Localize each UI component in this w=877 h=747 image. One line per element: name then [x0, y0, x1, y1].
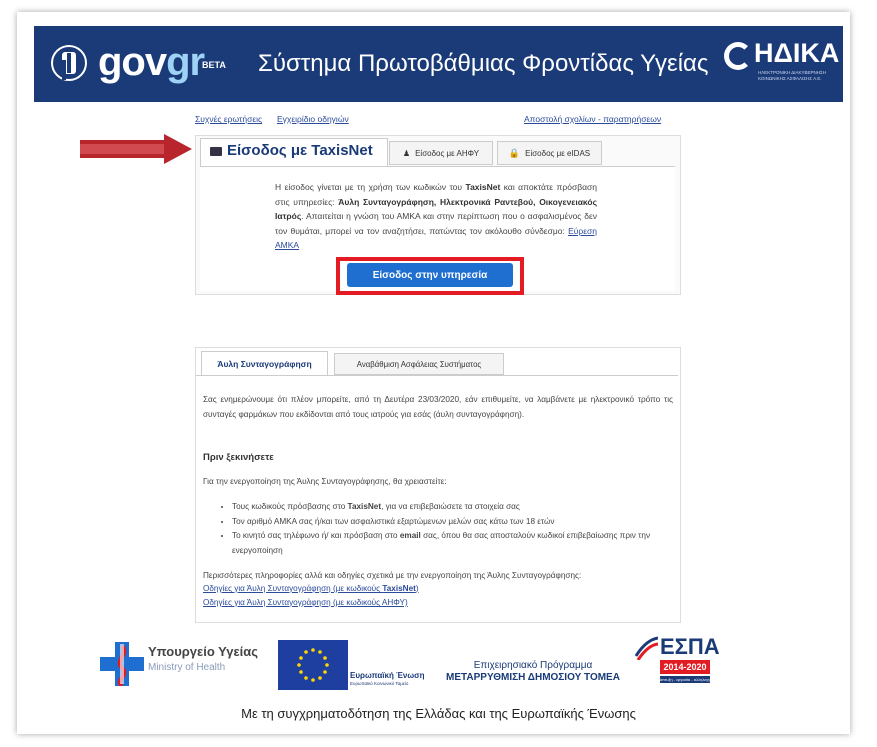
guide-taxisnet-link[interactable]: Οδηγίες για Άυλη Συνταγογράφηση (με κωδικούς TaxisNet) — [203, 584, 419, 593]
user-icon: ♟ — [402, 148, 411, 158]
eu-flag-icon — [278, 640, 348, 690]
list-item: • Τον αριθμό ΑΜΚΑ σας ή/και των ασφαλιστικά εξαρτώμενων μελών σας κάτω των 18 ετών — [232, 515, 672, 530]
tab-divider — [196, 375, 678, 376]
requirements-list — [218, 500, 672, 558]
idika-logo: ΗΔΙΚΑ ΗΛΕΚΤΡΟΝΙΚΗ ΔΙΑΚΥΒΕΡΝΗΣΗ ΚΟΙΝΩΝΙΚΗΣ ΑΣΦΑΛΙΣΗΣ Α.Ε. — [724, 38, 836, 88]
pointer-arrow-icon — [80, 134, 192, 164]
list-item: • Το κινητό σας τηλέφωνο ή/ και πρόσβαση στο email σας, όπου θα σας αποσταλούν κωδικοί επιβεβαίωσης πριν την ενεργοποίηση — [232, 529, 672, 558]
greek-emblem-icon — [51, 45, 87, 81]
govgr-logo[interactable]: govgr — [98, 40, 205, 84]
more-info-text: Περισσότερες πληροφορίες αλλά και οδηγίες σχετικά με την ενεργοποίηση της Άυλης Συνταγογράφησης: — [203, 571, 582, 580]
idika-circle-icon — [724, 42, 752, 70]
lock-icon: 🔒 — [508, 147, 521, 158]
login-description: Η είσοδος γίνεται με τη χρήση των κωδικών του TaxisNet και αποκτάτε πρόσβαση στις υπηρεσίες: Άυλη Συνταγογράφηση, Ηλεκτρονικά Ραντεβού, Οικογενειακός Ιατρός. Απαιτείται η γνώση του ΑΜΚΑ και στην περίπτωση που ο ασφαλισμένος δεν τον θυμάται, μπορεί να τον αναζητήσει, πατώντας τον ακόλουθο σύνδεσμο: Εύρεση ΑΜΚΑ — [275, 182, 597, 250]
eu-label: Ευρωπαϊκή Ένωση — [350, 671, 425, 680]
header-bar — [34, 26, 843, 102]
card-icon — [210, 147, 222, 156]
tab-eidas[interactable]: 🔒 Είσοδος με eIDAS — [497, 141, 602, 165]
find-amka-link[interactable]: Εύρεση ΑΜΚΑ — [275, 225, 597, 250]
tab-ahfy[interactable]: ♟ Είσοδος με ΑΗΦΥ — [389, 141, 493, 165]
guide-ahfy-link[interactable]: Οδηγίες για Άυλη Συνταγογράφηση (με κωδικούς ΑΗΦΥ) — [203, 598, 408, 607]
before-start-heading: Πριν ξεκινήσετε — [203, 452, 274, 463]
beta-label: BETA — [202, 60, 226, 70]
page-title: Σύστημα Πρωτοβάθμιας Φροντίδας Υγείας — [258, 50, 709, 77]
espa-logo: ΕΣΠΑ 2014-2020 ανάπτυξη - εργασία - αλληλεγγύη — [632, 632, 712, 694]
operational-program: Επιχειρησιακό Πρόγραμμα ΜΕΤΑΡΡΥΘΜΙΣΗ ΔΗΜΟΣΙΟΥ ΤΟΜΕΑ — [446, 660, 620, 683]
faq-link[interactable]: Συχνές ερωτήσεις — [195, 114, 263, 124]
feedback-link[interactable]: Αποστολή σχολίων - παρατηρήσεων — [524, 114, 662, 124]
eu-sub-label: Ευρωπαϊκό Κοινωνικό Ταμείο — [350, 681, 409, 686]
tab-security-upgrade[interactable]: Αναβάθμιση Ασφάλειας Συστήματος — [334, 353, 504, 375]
health-cross-icon — [100, 642, 144, 686]
tab-ayli[interactable]: Άυλη Συνταγογράφηση — [201, 351, 328, 375]
espa-stripes-icon — [634, 636, 658, 660]
info-intro: Σας ενημερώνουμε ότι πλέον μπορείτε, από τη Δευτέρα 23/03/2020, εάν επιθυμείτε, να λαμβάνετε με ηλεκτρονικό τρόπο τις συνταγές φαρμάκων που εκδίδονται από τους ιατρούς για εσάς (άυλη συνταγογράφηση). — [203, 395, 673, 419]
requirements-text: Για την ενεργοποίηση της Άυλης Συνταγογράφησης, θα χρειαστείτε: — [203, 477, 447, 486]
login-service-button[interactable]: Είσοδος στην υπηρεσία — [347, 263, 513, 287]
cofunding-text: Με τη συγχρηματοδότηση της Ελλάδας και της Ευρωπαϊκής Ένωσης — [241, 706, 636, 721]
tab-taxisnet-label: Είσοδος με TaxisNet — [227, 142, 373, 159]
ministry-of-health-logo: Υπουργείο Υγείας Ministry of Health — [100, 640, 280, 690]
list-item: • Τους κωδικούς πρόσβασης στο TaxisNet, για να επιβεβαιώσετε τα στοιχεία σας — [232, 500, 672, 515]
manual-link[interactable]: Εγχειρίδιο οδηγιών — [277, 114, 349, 124]
